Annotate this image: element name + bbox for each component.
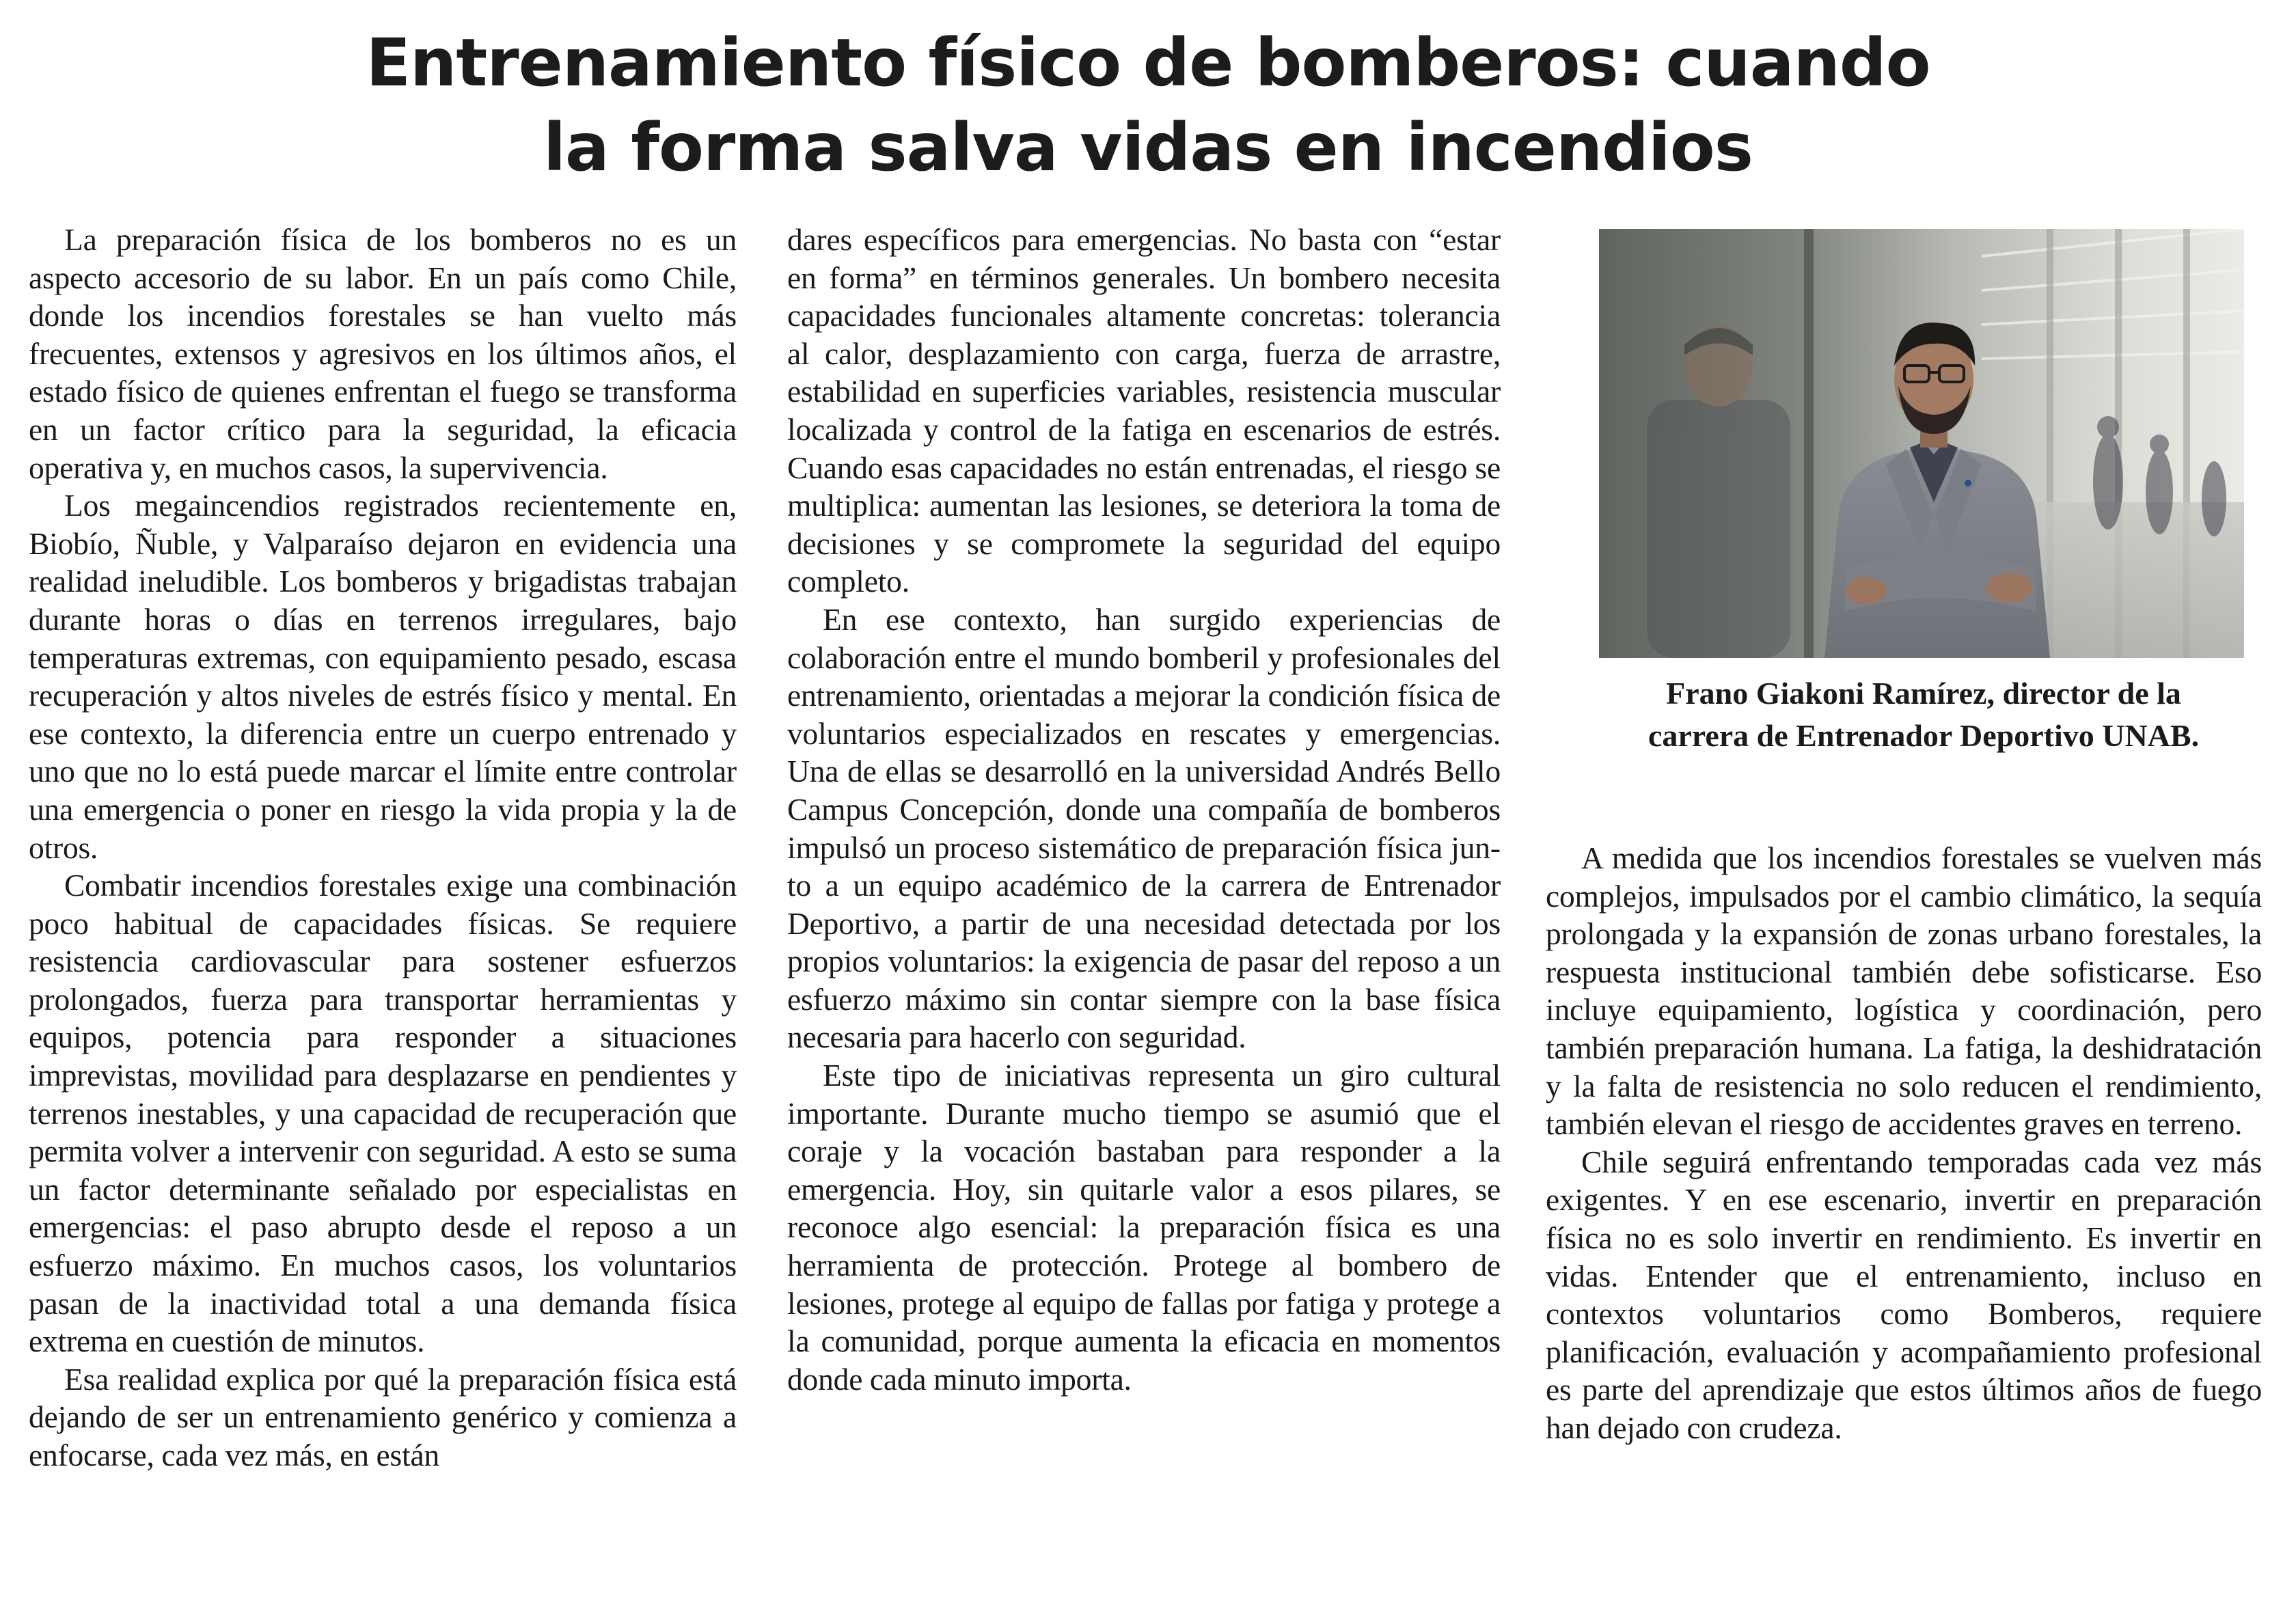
headline bbox=[178, 20, 2118, 190]
paragraph: Los megaincendios registrados recientemente en, Biobío, Ñuble, y Valparaíso dejaron en evidencia una realidad ineludible. Los bomberos y brigadistas trabajan durante horas o días en terrenos irregulares, bajo temperaturas extremas, con equipamiento pesado, escasa recuperación y altos niveles de estrés físico y mental. En ese contexto, la diferencia entre un cuerpo entrenado y uno que no lo está puede marcar el límite entre controlar una emergencia o poner en riesgo la vida propia y la de otros. bbox=[29, 488, 737, 865]
article-column-3 bbox=[1546, 839, 2262, 1447]
paragraph: En ese contexto, han surgido experiencias de colaboración entre el mundo bomberil y profesionales del entrenamiento, orientadas a mejorar la condición física de voluntarios especializados en rescates y emergencias. Una de ellas se desarrolló en la universidad Andrés Bello Campus Concepción, donde una compañía de bomberos impulsó un proceso sistemático de preparación física junto a un equipo académico de la carrera de Entrenador Deportivo, a partir de una necesidad detectada por los propios voluntarios: la exigencia de pasar del reposo a un esfuerzo máximo sin contar siempre con la base física necesaria para hacerlo con seguridad. bbox=[787, 601, 1501, 1055]
paragraph: Esa realidad explica por qué la preparación física está dejando de ser un entrenamiento genérico y comienza a enfocarse, cada vez más, en están bbox=[29, 1361, 737, 1472]
portrait-photo bbox=[1599, 229, 2244, 658]
paragraph: Combatir incendios forestales exige una combinación poco habitual de capacidades físicas. Se requiere resistencia cardiovascular para sostener esfuerzos prolongados, fuerza para transportar herramientas y equipos, potencia para responder a situaciones imprevistas, movilidad para desplazarse en pendientes y terrenos inestables, y una capacidad de recuperación que permita volver a intervenir con seguridad. A esto se suma un factor determinante señalado por especialistas en emergencias: el paso abrupto desde el reposo a un esfuerzo máximo. En muchos casos, los voluntarios pasan de la inactividad total a una demanda física extrema en cuestión de minutos. bbox=[29, 868, 737, 1359]
headline-line-2: la forma salva vidas en incendios bbox=[543, 109, 1753, 186]
article-column-1 bbox=[29, 221, 737, 1475]
paragraph: Este tipo de iniciativas representa un giro cultural importante. Durante mucho tiempo se asumió que el coraje y la vocación bastaban para responder a la emergencia. Hoy, sin quitarle valor a esos pilares, se reconoce algo esencial: la preparación física es una herramienta de protección. Protege al bombero de lesiones, protege al equipo de fallas por fatiga y protege a la comunidad, porque aumenta la eficacia en momentos donde cada minuto importa. bbox=[787, 1058, 1501, 1397]
paragraph: La preparación física de los bomberos no es un aspecto accesorio de su labor. En un país como Chile, donde los incendios forestales se han vuelto más frecuentes, extensos y agresivos en los últimos años, el estado físico de quienes enfrentan el fuego se transforma en un factor crítico para la seguridad, la eficacia operativa y, en muchos casos, la supervivencia. bbox=[29, 222, 737, 485]
paragraph: A medida que los incendios forestales se vuelven más complejos, impulsados por el cambio climático, la sequía prolongada y la expansión de zonas urbano forestales, la respuesta institucional también debe sofisticarse. Eso incluye equipamiento, logística y coordinación, pero también preparación humana. La fatiga, la deshidratación y la falta de resistencia no solo reducen el rendimiento, también elevan el riesgo de accidentes graves en terreno. bbox=[1546, 840, 2262, 1142]
caption-line-1: Frano Giakoni Ramírez, director de la bbox=[1666, 676, 2181, 711]
photo-caption bbox=[1572, 672, 2276, 757]
caption-line-2: carrera de Entrenador Deportivo UNAB. bbox=[1648, 718, 2200, 753]
paragraph: Chile seguirá enfrentando temporadas cada vez más exigentes. Y en ese escenario, invertir en preparación física no es solo invertir en rendimiento. Es invertir en vidas. Entender que el entrenamiento, incluso en contextos voluntarios como Bomberos, requiere planificación, evaluación y acompañamiento profesional es parte del aprendizaje que estos últimos años de fuego han dejado con crudeza. bbox=[1546, 1144, 2262, 1445]
portrait-illustration bbox=[1599, 229, 2244, 658]
headline-line-1: Entrenamiento físico de bomberos: cuando bbox=[366, 25, 1930, 101]
paragraph: dares específicos para emergencias. No basta con “estar en forma” en términos generales. Un bombero necesita capacidades funcionales altamente concretas: tolerancia al calor, desplazamiento con carga, fuerza de arrastre, estabilidad en superficies variables, resistencia muscular localizada y control de la fatiga en escenarios de estrés. Cuando esas capacidades no están entrenadas, el riesgo se multiplica: aumentan las lesiones, se deteriora la toma de decisiones y se compromete la seguridad del equipo completo. bbox=[787, 222, 1501, 599]
article-column-2 bbox=[787, 221, 1501, 1398]
